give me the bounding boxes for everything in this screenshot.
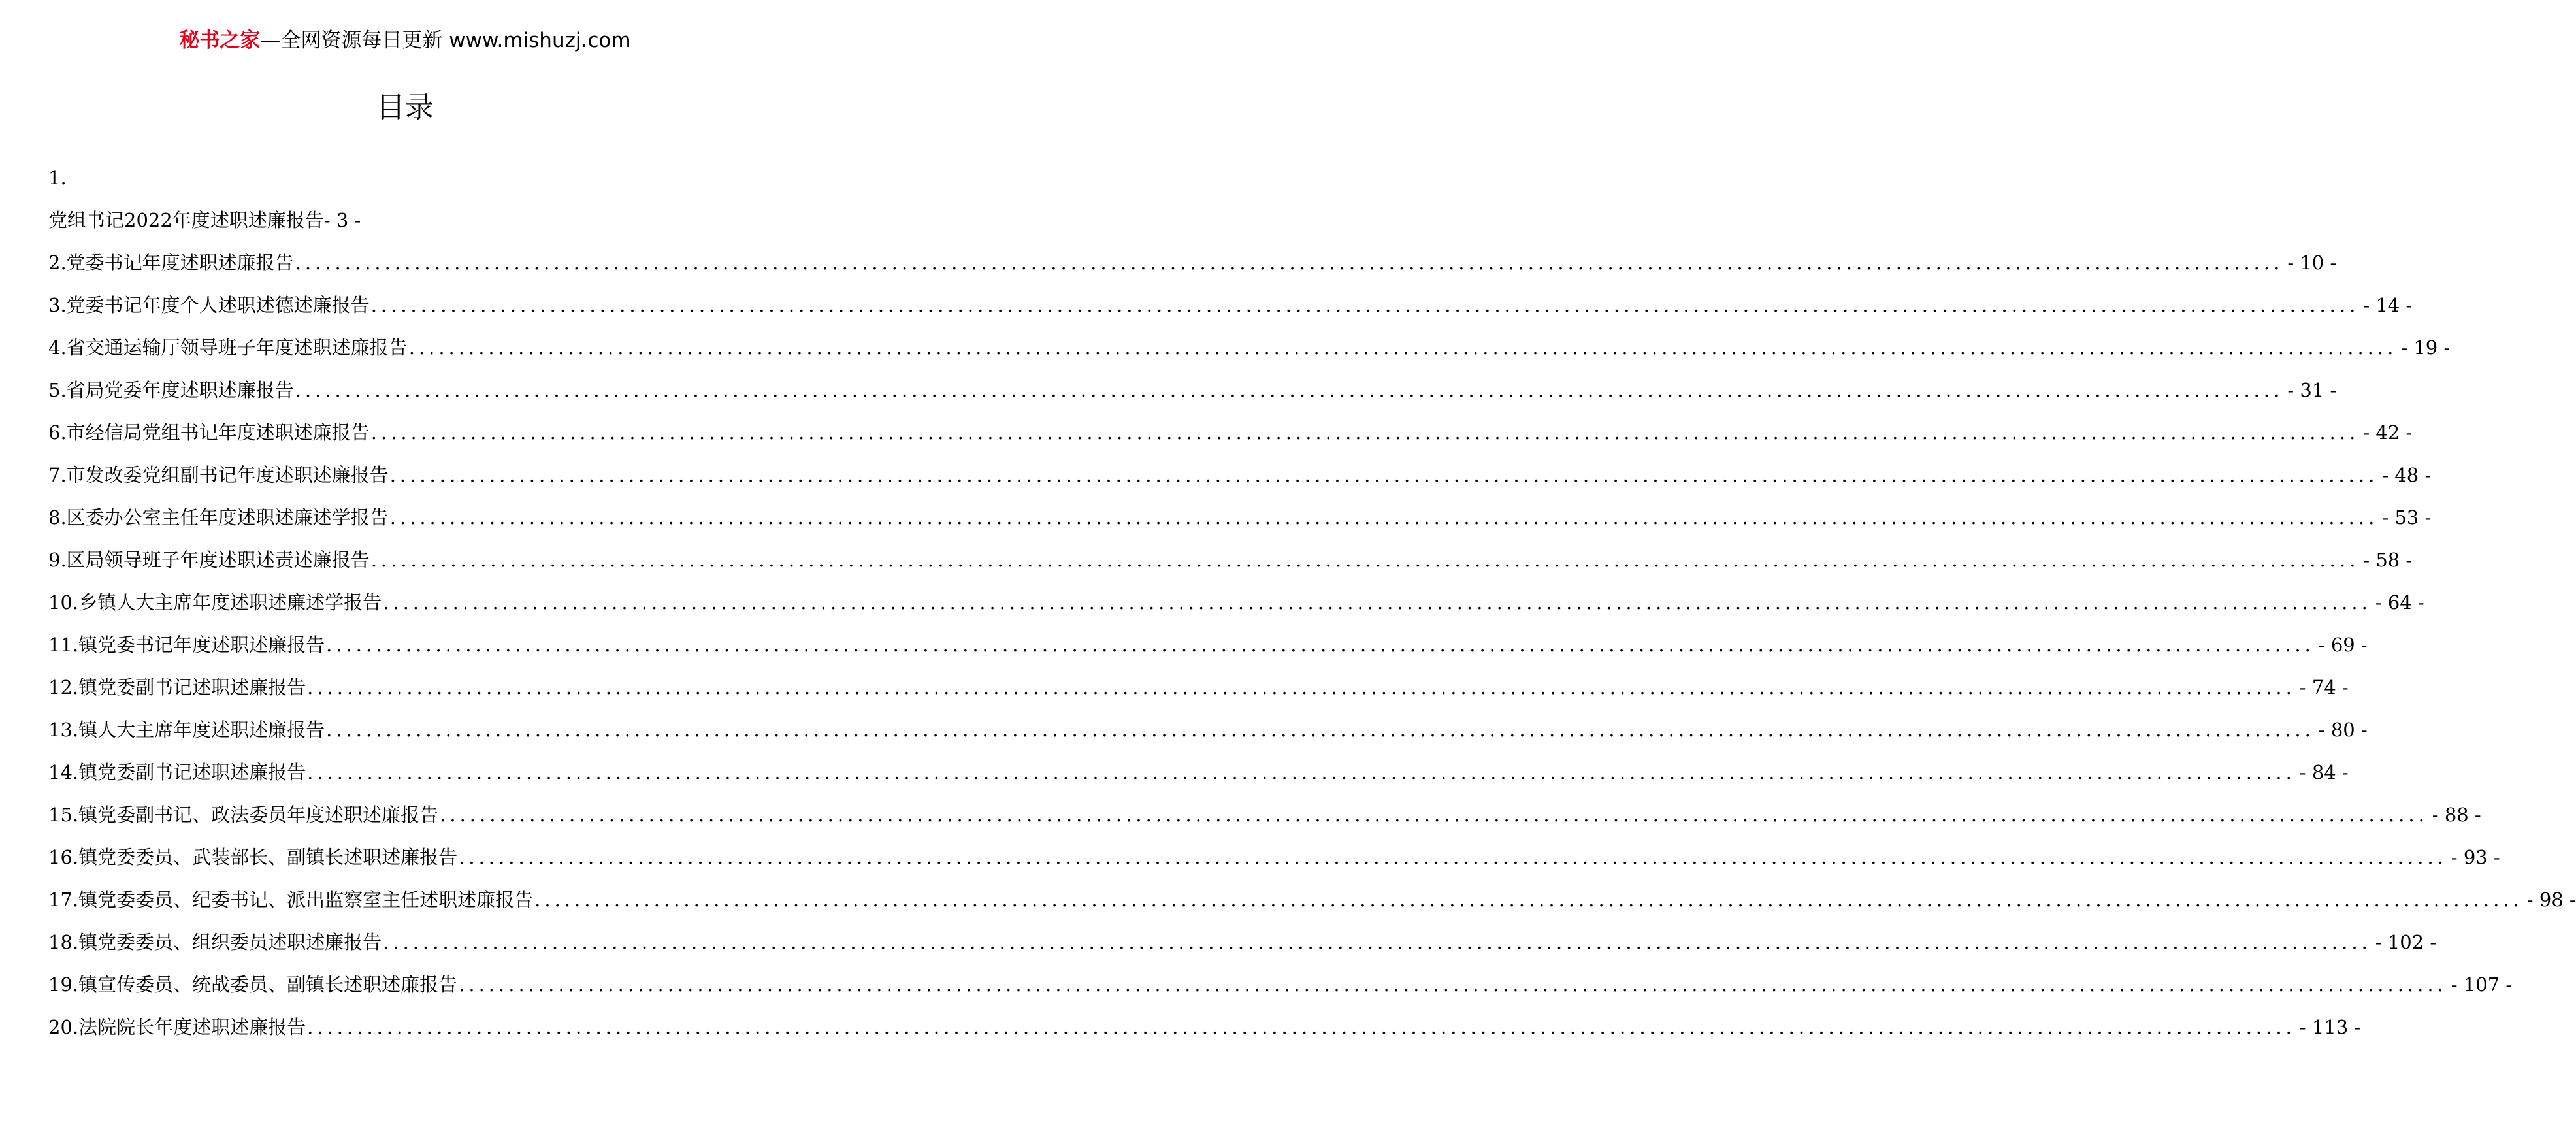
toc-entry-page-number: - 98 - <box>2526 889 2576 911</box>
toc-entry[interactable] <box>48 497 2432 539</box>
toc-dot-leader: ........................................................................................................................................................................................................ <box>326 719 2315 741</box>
toc-entry-page-number: - 10 - <box>2287 252 2337 274</box>
toc-entry-number: 4. <box>48 336 67 359</box>
toc-dot-leader: ........................................................................................................................................................................................................ <box>370 549 2360 571</box>
toc-entry-label: 市经信局党组书记年度述职述廉报告 <box>66 421 370 444</box>
page-header <box>0 27 810 54</box>
toc-entry-1-number[interactable]: 1. <box>48 167 67 189</box>
toc-dot-leader: ........................................................................................................................................................................................................ <box>370 294 2360 316</box>
toc-entry-label: 区委办公室主任年度述职述廉述学报告 <box>66 506 389 529</box>
toc-dot-leader: ........................................................................................................................................................................................................ <box>307 676 2296 698</box>
toc-entry-label: 党委书记年度个人述职述德述廉报告 <box>66 294 370 316</box>
toc-entry[interactable] <box>48 879 2576 921</box>
toc-entry-label: 镇党委委员、组织委员述职述廉报告 <box>78 931 382 953</box>
brand-name: 秘书之家 <box>179 29 261 52</box>
toc-entry-number: 17. <box>48 889 79 911</box>
toc-entry-label: 镇人大主席年度述职述廉报告 <box>78 719 325 741</box>
toc-entry-page-number: - 31 - <box>2287 379 2337 401</box>
toc-entry-number: 5. <box>48 379 67 401</box>
toc-entry[interactable] <box>48 369 2337 412</box>
toc-entry-page-number: - 58 - <box>2363 549 2413 571</box>
toc-dot-leader: ........................................................................................................................................................................................................ <box>326 634 2315 656</box>
toc-entry[interactable] <box>48 666 2349 709</box>
header-tagline: —全网资源每日更新 www.mishuzj.com <box>260 29 631 52</box>
toc-entry[interactable] <box>48 412 2413 454</box>
toc-entry[interactable] <box>48 539 2413 581</box>
toc-dot-leader: ........................................................................................................................................................................................................ <box>370 421 2360 444</box>
toc-dot-leader: ........................................................................................................................................................................................................ <box>389 506 2379 529</box>
toc-entry-page-number: - 107 - <box>2451 974 2513 996</box>
toc-entry-number: 13. <box>48 719 79 741</box>
toc-entry[interactable] <box>48 581 2424 624</box>
toc-entry-number: 10. <box>48 591 79 614</box>
toc-entry-number: 20. <box>48 1016 79 1038</box>
toc-entry-page-number: - 102 - <box>2375 931 2437 953</box>
toc-entry[interactable] <box>48 1006 2361 1049</box>
toc-entry-page-number: - 14 - <box>2363 294 2413 316</box>
toc-dot-leader: ........................................................................................................................................................................................................ <box>459 974 2447 996</box>
toc-entry-number: 3. <box>48 294 67 316</box>
toc-entry[interactable] <box>48 964 2513 1006</box>
toc-entry-number: 9. <box>48 549 67 571</box>
toc-dot-leader: ........................................................................................................................................................................................................ <box>307 761 2296 783</box>
toc-dot-leader: ........................................................................................................................................................................................................ <box>459 846 2447 868</box>
toc-dot-leader: ........................................................................................................................................................................................................ <box>383 591 2372 614</box>
toc-entry-1-text[interactable]: 党组书记2022年度述职述廉报告- 3 - <box>48 209 361 231</box>
toc-entry[interactable] <box>48 709 2368 751</box>
toc-entry-number: 15. <box>48 804 79 826</box>
toc-dot-leader: ........................................................................................................................................................................................................ <box>383 931 2372 953</box>
toc-entry-page-number: - 80 - <box>2318 719 2368 741</box>
toc-dot-leader: ........................................................................................................................................................................................................ <box>307 1016 2296 1038</box>
toc-dot-leader: ........................................................................................................................................................................................................ <box>295 379 2284 401</box>
toc-entry-number: 18. <box>48 931 79 953</box>
toc-entry-number: 7. <box>48 464 67 486</box>
toc-dot-leader: ........................................................................................................................................................................................................ <box>295 252 2284 274</box>
table-of-contents <box>48 157 2576 1049</box>
toc-dot-leader: ........................................................................................................................................................................................................ <box>389 464 2379 486</box>
toc-entry-page-number: - 69 - <box>2318 634 2368 656</box>
toc-entry-page-number: - 88 - <box>2432 804 2481 826</box>
toc-entry-page-number: - 84 - <box>2299 761 2349 783</box>
toc-entry-label: 镇党委副书记、政法委员年度述职述廉报告 <box>78 804 439 826</box>
toc-dot-leader: ........................................................................................................................................................................................................ <box>534 889 2523 911</box>
toc-entry-label: 市发改委党组副书记年度述职述廉报告 <box>66 464 389 486</box>
toc-entry-label: 镇党委副书记述职述廉报告 <box>78 761 306 783</box>
toc-entry-label: 镇党委委员、武装部长、副镇长述职述廉报告 <box>78 846 458 868</box>
toc-entry-label: 区局领导班子年度述职述责述廉报告 <box>66 549 370 571</box>
toc-entry-label: 镇党委委员、纪委书记、派出监察室主任述职述廉报告 <box>78 889 534 911</box>
toc-entry-number: 6. <box>48 421 67 444</box>
toc-entry[interactable] <box>48 327 2451 369</box>
toc-dot-leader: ........................................................................................................................................................................................................ <box>440 804 2428 826</box>
toc-entry-number: 2. <box>48 252 67 274</box>
toc-entry[interactable] <box>48 794 2481 836</box>
toc-entry[interactable] <box>48 921 2437 964</box>
toc-entry[interactable] <box>48 242 2337 284</box>
toc-entry-page-number: - 48 - <box>2382 464 2432 486</box>
page-title: 目录 <box>376 91 434 124</box>
toc-entry-number: 12. <box>48 676 79 698</box>
toc-entry[interactable] <box>48 454 2432 497</box>
toc-entry-number: 14. <box>48 761 79 783</box>
toc-entry[interactable] <box>48 284 2413 327</box>
toc-entry-page-number: - 64 - <box>2375 591 2424 614</box>
toc-entry-page-number: - 19 - <box>2401 336 2451 359</box>
toc-entry-number: 11. <box>48 634 79 656</box>
toc-entry-page-number: - 74 - <box>2299 676 2349 698</box>
toc-entry-label: 省局党委年度述职述廉报告 <box>66 379 294 401</box>
toc-entry[interactable] <box>48 836 2500 879</box>
toc-entry-page-number: - 93 - <box>2451 846 2500 868</box>
toc-entry-page-number: - 113 - <box>2299 1016 2361 1038</box>
toc-entry-page-number: - 42 - <box>2363 421 2413 444</box>
toc-entry-number: 8. <box>48 506 67 529</box>
toc-entry-label: 镇党委书记年度述职述廉报告 <box>78 634 325 656</box>
toc-entry[interactable] <box>48 751 2349 794</box>
toc-entry-number: 19. <box>48 974 79 996</box>
toc-entry-number: 16. <box>48 846 79 868</box>
toc-entry-label: 乡镇人大主席年度述职述廉述学报告 <box>78 591 382 614</box>
toc-entry-label: 镇党委副书记述职述廉报告 <box>78 676 306 698</box>
toc-entry-label: 省交通运输厅领导班子年度述职述廉报告 <box>66 336 408 359</box>
toc-entry-page-number: - 53 - <box>2382 506 2432 529</box>
toc-entry[interactable] <box>48 624 2368 666</box>
toc-entry-label: 法院院长年度述职述廉报告 <box>78 1016 306 1038</box>
toc-dot-leader: ........................................................................................................................................................................................................ <box>408 336 2398 359</box>
toc-entry-label: 党委书记年度述职述廉报告 <box>66 252 294 274</box>
toc-entry-label: 镇宣传委员、统战委员、副镇长述职述廉报告 <box>78 974 458 996</box>
